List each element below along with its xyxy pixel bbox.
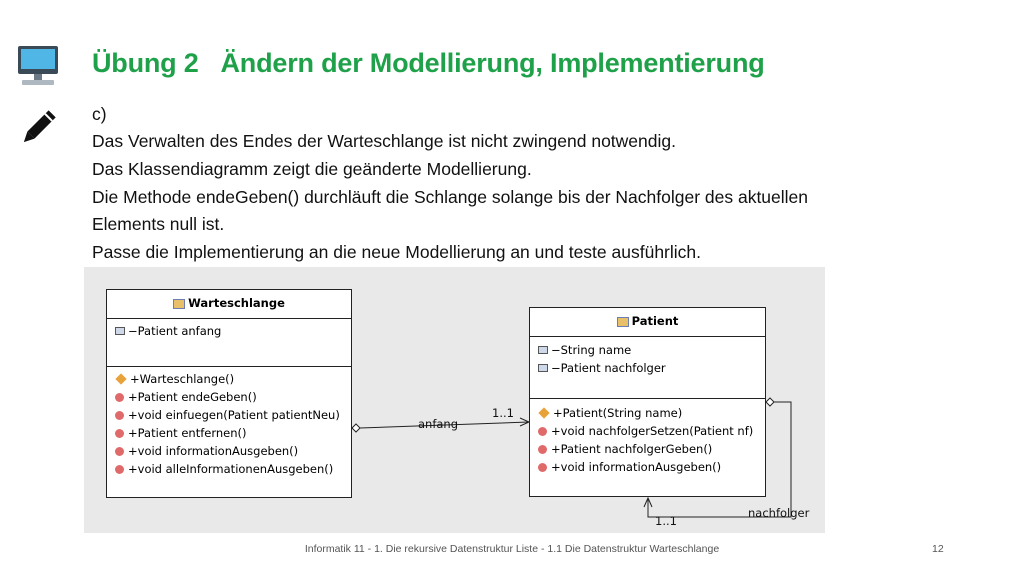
constructor-icon	[538, 407, 549, 418]
slide-title: Übung 2 Ändern der Modellierung, Implementierung	[92, 48, 765, 78]
attribute-row: −String name	[538, 343, 631, 357]
method-row: +void einfuegen(Patient patientNeu)	[115, 408, 340, 422]
computer-icon	[14, 44, 62, 88]
method-icon	[115, 465, 124, 474]
constructor-row: +Warteschlange()	[115, 372, 234, 386]
role-anfang: anfang	[418, 417, 459, 431]
method-icon	[115, 411, 124, 420]
method-row: +void nachfolgerSetzen(Patient nf)	[538, 424, 753, 438]
text-line: Die Methode endeGeben() durchläuft die Schlange solange bis der Nachfolger des aktuellen	[92, 187, 809, 207]
method-row: +void informationAusgeben()	[115, 444, 298, 458]
text-line: Elements null ist.	[92, 214, 225, 234]
attribute-row: −Patient anfang	[115, 324, 221, 338]
page-number: 12	[932, 543, 944, 555]
task-label: c)	[92, 104, 107, 124]
method-icon	[538, 427, 547, 436]
method-icon	[115, 447, 124, 456]
attribute-icon	[115, 327, 125, 335]
aggregation-diamond-icon	[766, 398, 774, 406]
text-line: Passe die Implementierung an die neue Modellierung an und teste ausführlich.	[92, 242, 701, 262]
method-icon	[538, 445, 547, 454]
text-line: Das Verwalten des Endes der Warteschlange ist nicht zwingend notwendig.	[92, 131, 676, 151]
multiplicity-anfang: 1..1	[492, 406, 514, 420]
class-warteschlange	[106, 289, 352, 498]
constructor-row: +Patient(String name)	[538, 406, 682, 420]
class-name: Warteschlange	[188, 296, 285, 310]
role-nachfolger: nachfolger	[748, 506, 810, 520]
method-row: +void informationAusgeben()	[538, 460, 721, 474]
class-diagram	[84, 267, 825, 533]
text-line: Das Klassendiagramm zeigt die geänderte Modellierung.	[92, 159, 532, 179]
aggregation-diamond-icon	[352, 424, 360, 432]
method-row: +Patient nachfolgerGeben()	[538, 442, 712, 456]
class-name: Patient	[631, 314, 679, 328]
method-row: +Patient entfernen()	[115, 426, 246, 440]
method-row: +Patient endeGeben()	[115, 390, 257, 404]
pencil-icon	[18, 108, 58, 148]
footer-text: Informatik 11 - 1. Die rekursive Datenstruktur Liste - 1.1 Die Datenstruktur Warteschlange	[304, 543, 720, 555]
class-patient	[529, 307, 766, 497]
constructor-icon	[115, 373, 126, 384]
attribute-row: −Patient nachfolger	[538, 361, 666, 375]
multiplicity-nachfolger: 1..1	[655, 514, 677, 528]
attribute-icon	[538, 346, 548, 354]
class-icon	[173, 299, 185, 309]
method-row: +void alleInformationenAusgeben()	[115, 462, 333, 476]
method-icon	[115, 393, 124, 402]
attribute-icon	[538, 364, 548, 372]
method-icon	[538, 463, 547, 472]
method-icon	[115, 429, 124, 438]
class-icon	[617, 317, 629, 327]
